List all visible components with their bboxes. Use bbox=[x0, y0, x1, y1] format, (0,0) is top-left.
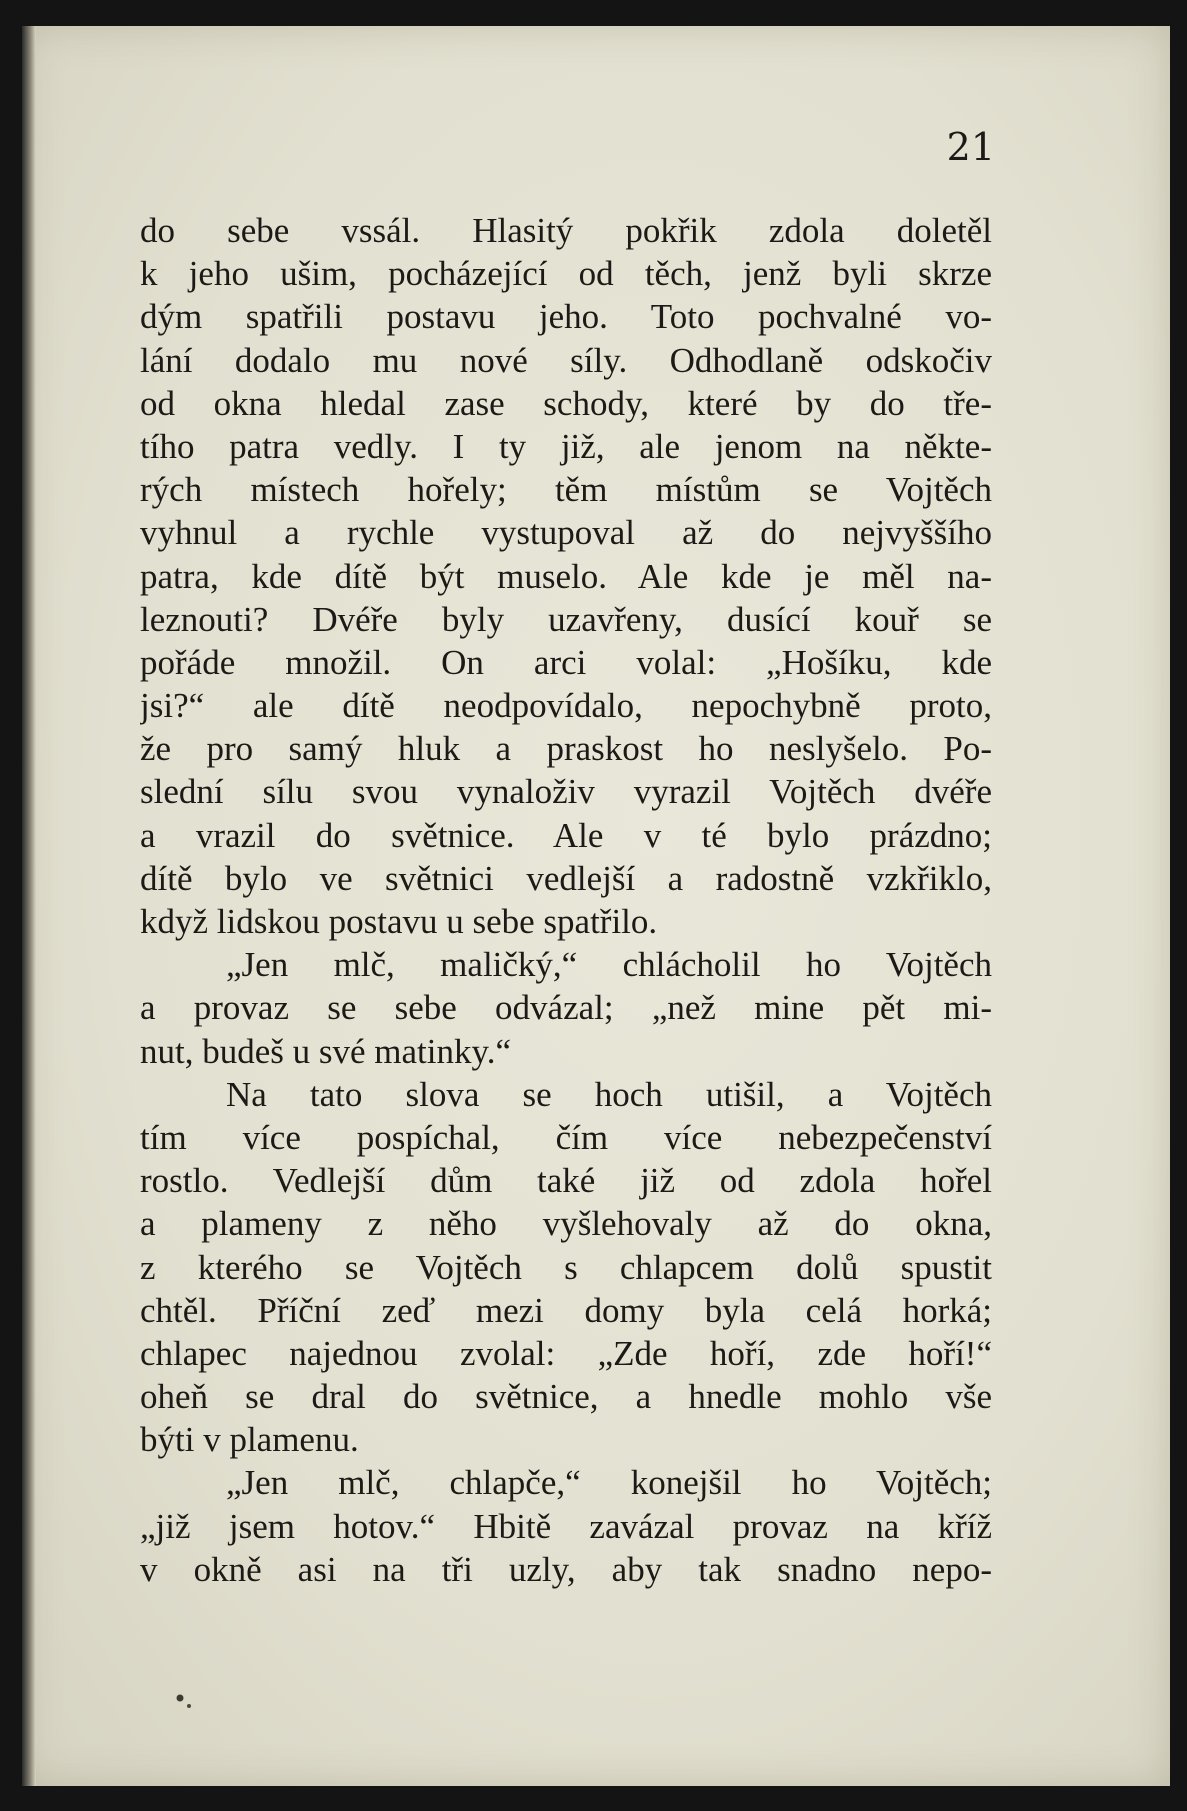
body-text bbox=[140, 209, 992, 1591]
text-line: že pro samý hluk a praskost ho neslyšelo. Po- bbox=[140, 729, 992, 769]
text-line: do sebe vssál. Hlasitý pokřik zdola doletěl bbox=[140, 211, 992, 250]
text-line: „Jen mlč, chlapče,“ konejšil ho Vojtěch; bbox=[226, 1463, 992, 1503]
ink-speck-mark bbox=[170, 1686, 200, 1716]
text-line: „Jen mlč, maličký,“ chlácholil ho Vojtěch bbox=[226, 945, 992, 985]
text-line: v okně asi na tři uzly, aby tak snadno nepo- bbox=[140, 1549, 992, 1589]
text-line: k jeho ušim, pocházející od těch, jenž byli skrze bbox=[140, 254, 992, 294]
book-spine-shadow bbox=[22, 26, 36, 1786]
text-line: Na tato slova se hoch utišil, a Vojtěch bbox=[226, 1074, 992, 1114]
text-line: a vrazil do světnice. Ale v té bylo prázdno; bbox=[140, 815, 992, 855]
text-line: tím více pospíchal, čím více nebezpečenství bbox=[140, 1117, 992, 1157]
text-line: chtěl. Příční zeď mezi domy byla celá horká; bbox=[140, 1290, 992, 1330]
book-page bbox=[22, 26, 1170, 1786]
text-line: dítě bylo ve světnici vedlejší a radostně vzkřiklo, bbox=[140, 858, 992, 898]
text-line: a plameny z něho vyšlehovaly až do okna, bbox=[140, 1204, 992, 1244]
text-line: býti v plamenu. bbox=[140, 1420, 359, 1460]
text-line: když lidskou postavu u sebe spatřilo. bbox=[140, 902, 658, 941]
page-number: 21 bbox=[946, 125, 995, 169]
text-line: jsi?“ ale dítě neodpovídalo, nepochybně proto, bbox=[140, 686, 992, 726]
text-line: od okna hledal zase schody, které by do tře- bbox=[140, 383, 992, 423]
text-line: lání dodalo mu nové síly. Odhodlaně odskočiv bbox=[140, 340, 992, 380]
text-line: oheň se dral do světnice, a hnedle mohlo vše bbox=[140, 1377, 992, 1417]
text-line: tího patra vedly. I ty již, ale jenom na někte- bbox=[140, 426, 992, 466]
text-line: leznouti? Dvéře byly uzavřeny, dusící kouř se bbox=[140, 599, 992, 639]
text-line: rých místech hořely; těm místům se Vojtěch bbox=[140, 470, 992, 510]
text-line: dým spatřili postavu jeho. Toto pochvalné vo- bbox=[140, 297, 992, 337]
text-line: nut, budeš u své matinky.“ bbox=[140, 1031, 512, 1071]
text-line: a provaz se sebe odvázal; „než mine pět mi- bbox=[140, 988, 992, 1028]
text-line: chlapec najednou zvolal: „Zde hoří, zde hoří!“ bbox=[140, 1333, 992, 1373]
text-line: slední sílu svou vynaloživ vyrazil Vojtěch dvéře bbox=[140, 772, 992, 812]
text-line: patra, kde dítě být muselo. Ale kde je měl na- bbox=[140, 556, 992, 596]
text-line: vyhnul a rychle vystupoval až do nejvyššího bbox=[140, 513, 992, 553]
text-line: „již jsem hotov.“ Hbitě zavázal provaz na kříž bbox=[140, 1506, 992, 1546]
text-line: z kterého se Vojtěch s chlapcem dolů spustit bbox=[140, 1247, 992, 1287]
text-line: rostlo. Vedlejší dům také již od zdola hořel bbox=[140, 1161, 992, 1201]
text-line: pořáde množil. On arci volal: „Hošíku, kde bbox=[140, 642, 992, 682]
